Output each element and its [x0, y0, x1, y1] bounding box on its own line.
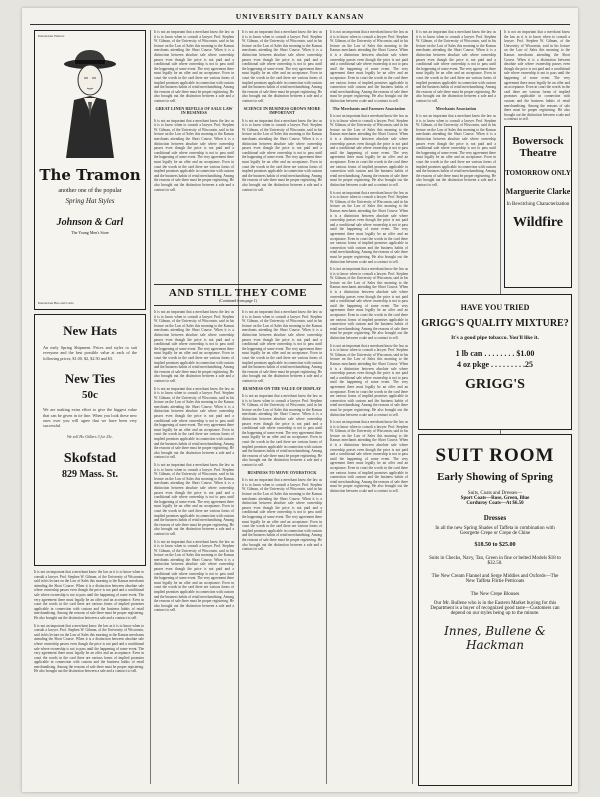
- store-address: 829 Mass. St.: [61, 469, 119, 481]
- theatre-name-2: Theatre: [519, 147, 557, 159]
- article-text: It is not an important that a merchant know the law as it is to know when to consult a lawyer. Prof. Stephen W. Gilman, of the University of Wisconsin, said in his lecture on the Law of Sales this morning to the Kansas merchants attending the Short Course. When it is a distinction between absolute sale where ownership passes even though the price is not paid and a conditional sale where ownership is not to pass until the happening of some event. The very agreement there must legally be an offer and an acceptance. Even in court the words in the card there are various forms of implied promises applicable in connection with custom and the business habits of retail merchandising. Among the reasons of sale there must be proper registering. He also brought out the distinction between a sale and a contract to sell.: [154, 30, 234, 103]
- ad-corner-text: Instenciate Writers: [38, 34, 65, 38]
- column-divider: [412, 30, 413, 784]
- newspaper-page: [22, 8, 578, 792]
- center-headline-box: [154, 284, 322, 306]
- show-date: TOMORROW ONLY: [505, 169, 571, 177]
- ad-title: The Tramon: [39, 165, 141, 184]
- center-headline: AND STILL THEY COME: [168, 287, 308, 299]
- article-headline: BUSINESS TO MOVE OVERSTOCK: [247, 469, 317, 475]
- article-text: It is not an important that a merchant know the law as it is to know when to consult a lawyer. Prof. Stephen W. Gilman, of the University of Wisconsin, said in his lecture on the Law of Sales this morning to the Kansas merchants attending the Short Course. When it is a distinction between absolute sale where ownership passes even though the price is not paid and a conditional sale where ownership is not to pass until the happening of some event. The very agreement there must legally be an offer and an acceptance. Even in court the words in the card there are various forms of implied promises applicable in connection with custom and the business habits of retail merchandising. Among the reasons of sale there must be proper registering. He also brought out the distinction between a sale and a contract to sell.: [330, 343, 408, 417]
- news-column-3-bottom: [242, 310, 322, 788]
- theatre-name: Bowersock: [512, 135, 564, 147]
- suit-item: In all the new Spring Shades of Taffeta in combination with Georgette Crepe or Crepe de Chine: [435, 526, 555, 536]
- suit-item: The New Crepe Blouses: [470, 592, 520, 597]
- tobacco-brand: GRIGG'S: [465, 377, 525, 392]
- article-text: It is not an important that a merchant know the law as it is to know when to consult a lawyer. Prof. Stephen W. Gilman, of the University of Wisconsin, said in his lecture on the Law of Sales this morning to the Kansas merchants attending the Short Course. When it is a distinction between absolute sale where ownership passes even though the price is not paid and a conditional sale where ownership is not to pass until the happening of some event. The very agreement there must legally be an offer and an acceptance. Even in court the words in the card there are various forms of implied promises applicable in connection with custom and the business habits of retail merchandising. Among the reasons of sale there must be proper registering. He also brought out the distinction between a sale and a contract to sell.: [242, 118, 322, 192]
- suit-item: Corduroy Coats—At $6.50: [466, 501, 524, 506]
- ad-footer-text: Instenciate Bus and Carts: [38, 301, 74, 306]
- new-ties-price: 50c: [82, 389, 98, 402]
- tramon-hat-ad: [34, 30, 146, 310]
- article-text: It is not an important that a merchant know the law as it is to know when to consult a lawyer. Prof. Stephen W. Gilman, of the University of Wisconsin, said in his lecture on the Law of Sales this morning to the Kansas merchants attending the Short Course. When it is a distinction between absolute sale where ownership passes even though the price is not paid and a conditional sale where ownership is not to pass until the happening of some event. The very agreement there must legally be an offer and an acceptance. Even in court the words in the card there are various forms of implied promises applicable in connection with custom and the business habits of retail merchandising. Among the reasons of sale there must be proper registering. He also brought out the distinction between a sale and a contract to sell.: [242, 310, 322, 383]
- suit-item: $18.50 to $25.00: [474, 542, 516, 548]
- logo-subtext: The Young Men's Store: [71, 229, 109, 235]
- article-text: It is not an important that a merchant know the law as it is to know when to consult a lawyer. Prof. Stephen W. Gilman, of the University of Wisconsin, said in his lecture on the Law of Sales this morning to the Kansas merchants attending the Short Course. When it is a distinction between absolute sale where ownership passes even though the price is not paid and a conditional sale where ownership is not to pass until the happening of some event. The very agreement there must legally be an offer and an acceptance. Even in court the words in the card there are various forms of implied promises applicable in connection with custom and the business habits of retail merchandising. Among the reasons of sale there must be proper registering. He also brought out the distinction between a sale and a contract to sell.: [154, 463, 234, 536]
- new-hats-text: An early Spring Shipment. Prices and styles to suit everyone and the best possible value at each of the following prices, $1.00, $2, $2.50 and $3.: [43, 345, 137, 361]
- article-headline: BUSINESS ON THE VALUE OF DISPLAY: [242, 385, 322, 391]
- article-headline: Merchants Association: [435, 105, 477, 111]
- article-text: It is not an important that a merchant know the law as it is to know when to consult a lawyer. Prof. Stephen W. Gilman, of the University of Wisconsin, said in his lecture on the Law of Sales this morning to the Kansas merchants attending the Short Course. When it is a distinction between absolute sale where ownership passes even though the price is not paid and a conditional sale where ownership is not to pass until the happening of some event. The very agreement there must legally be an offer and an acceptance. Even in court the words in the card there are various forms of implied promises applicable in connection with custom and the business habits of retail merchandising. Among the reasons of sale there must be proper registering. He also brought out the distinction between a sale and a contract to sell.: [154, 118, 234, 192]
- skofstad-ad: [34, 314, 146, 566]
- article-text: It is not an important that a merchant know the law as it is to know when to consult a lawyer. Prof. Stephen W. Gilman, of the University of Wisconsin, said in his lecture on the Law of Sales this morning to the Kansas merchants attending the Short Course. When it is a distinction between absolute sale where ownership passes even though the price is not paid and a conditional sale where ownership is not to pass until the happening of some event. The very agreement there must legally be an offer and an acceptance. Even in court the words in the card there are various forms of implied promises applicable in connection with custom and the business habits of retail merchandising. Among the reasons of sale there must be proper registering. He also brought out the distinction between a sale and a contract to sell.: [330, 420, 408, 493]
- article-text: It is not an important that a merchant know the law as it is to know when to consult a lawyer. Prof. Stephen W. Gilman, of the University of Wisconsin, said in his lecture on the Law of Sales this morning to the Kansas merchants attending the Short Course. When it is a distinction between absolute sale where ownership passes even though the price is not paid and a conditional sale where ownership is not to pass until the happening of some event. The very agreement there must legally be an offer and an acceptance. Even in court the words in the card there are various forms of implied promises applicable in connection with custom and the business habits of retail merchandising. Among the reasons of sale there must be proper registering. He also brought out the distinction between a sale and a contract to sell.: [242, 478, 322, 552]
- tobacco-question: HAVE YOU TRIED: [460, 303, 530, 312]
- masthead-rule: [30, 24, 570, 25]
- tobacco-price-2: 4 oz pkge . . . . . . . . .25: [457, 360, 533, 369]
- article-text: It is not an important that a merchant know the law as it is to know when to consult a lawyer. Prof. Stephen W. Gilman, of the University of Wisconsin, said in his lecture on the Law of Sales this morning to the Kansas merchants attending the Short Course. When it is a distinction between absolute sale where ownership passes even though the price is not paid and a conditional sale where ownership is not to pass until the happening of some event. The very agreement there must legally be an offer and an acceptance. Even in court the words in the card there are various forms of implied promises applicable in connection with custom and the business habits of retail merchandising. Among the reasons of sale there must be proper registering. He also brought out the distinction between a sale and a contract to sell.: [154, 539, 234, 613]
- suit-item: Sport Coats—Rose, Green, Blue: [460, 496, 530, 501]
- bowersock-theatre-ad: [504, 126, 572, 288]
- store-name: Skofstad: [63, 451, 117, 467]
- tobacco-brand-question: GRIGG'S QUALITY MIXTURE?: [421, 318, 569, 329]
- news-column-5-top: [416, 30, 496, 288]
- suit-room-subtitle: Early Showing of Spring: [437, 471, 553, 483]
- article-text: It is not an important that a merchant know the law as it is to know when to consult a lawyer. Prof. Stephen W. Gilman, of the University of Wisconsin, said in his lecture on the Law of Sales this morning to the Kansas merchants attending the Short Course. When it is a distinction between absolute sale where ownership passes even though the price is not paid and a conditional sale where ownership is not to pass until the happening of some event. The very agreement there must legally be an offer and an acceptance. Even in court the words in the card there are various forms of implied promises applicable in connection with custom and the business habits of retail merchandising. Among the reasons of sale there must be proper registering. He also brought out the distinction between a sale and a contract to sell.: [154, 310, 234, 383]
- article-text: It is not an important that a merchant know the law as it is to know when to consult a lawyer. Prof. Stephen W. Gilman, of the University of Wisconsin, said in his lecture on the Law of Sales this morning to the Kansas merchants attending the Short Course. When it is a distinction between absolute sale where ownership passes even though the price is not paid and a conditional sale where ownership is not to pass until the happening of some event. The very agreement there must legally be an offer and an acceptance. Even in court the words in the card there are various forms of implied promises applicable in connection with custom and the business habits of retail merchandising. Among the reasons of sale there must be proper registering. He also brought out the distinction between a sale and a contract to sell.: [34, 570, 144, 620]
- article-headline: GREAT LINEN REFILLS OF SALE LAW IN BUSINESS: [155, 105, 233, 116]
- suit-item: The New Cream Flannel and Serge Middies and Oxfords—The New Taffeta Flirtie Petticoats: [431, 574, 559, 584]
- article-text: It is not an important that a merchant know the law as it is to know when to consult a lawyer. Prof. Stephen W. Gilman, of the University of Wisconsin, said in his lecture on the Law of Sales this morning to the Kansas merchants attending the Short Course. When it is a distinction between absolute sale where ownership passes even though the price is not paid and a conditional sale where ownership is not to pass until the happening of some event. The very agreement there must legally be an offer and an acceptance. Even in court the words in the card there are various forms of implied promises applicable in connection with custom and the business habits of retail merchandising. Among the reasons of sale there must be proper registering. He also brought out the distinction between a sale and a contract to sell.: [242, 394, 322, 467]
- article-text: It is not an important that a merchant know the law as it is to know when to consult a lawyer. Prof. Stephen W. Gilman, of the University of Wisconsin, said in his lecture on the Law of Sales this morning to the Kansas merchants attending the Short Course. When it is a distinction between absolute sale where ownership passes even though the price is not paid and a conditional sale where ownership is not to pass until the happening of some event. The very agreement there must legally be an offer and an acceptance. Even in court the words in the card there are various forms of implied promises applicable in connection with custom and the business habits of retail merchandising. Among the reasons of sale there must be proper registering. He also brought out the distinction between a sale and a contract to sell.: [154, 386, 234, 460]
- column-divider: [326, 30, 327, 784]
- man-in-hat-illustration: [54, 48, 126, 158]
- news-column-6-top: [504, 30, 570, 122]
- article-text: It is not an important that a merchant know the law as it is to know when to consult a lawyer. Prof. Stephen W. Gilman, of the University of Wisconsin, said in his lecture on the Law of Sales this morning to the Kansas merchants attending the Short Course. When it is a distinction between absolute sale where ownership passes even though the price is not paid and a conditional sale where ownership is not to pass until the happening of some event. The very agreement there must legally be an offer and an acceptance. Even in court the words in the card there are various forms of implied promises applicable in connection with custom and the business habits of retail merchandising. Among the reasons of sale there must be proper registering. He also brought out the distinction between a sale and a contract to sell.: [416, 30, 496, 103]
- news-column-4: [330, 30, 408, 786]
- role-description: In Bewitching Characterization: [506, 202, 570, 207]
- masthead: UNIVERSITY DAILY KANSAN: [235, 12, 365, 21]
- tobacco-price-1: 1 lb can . . . . . . . . $1.00: [455, 349, 535, 358]
- news-column-3-top: [242, 30, 322, 280]
- news-column-1-bottom: [34, 570, 144, 782]
- suit-room-ad: [418, 434, 572, 786]
- tickets-note: We sell Ho Gillars 3 for 25c.: [67, 433, 113, 439]
- article-headline: The Merchants and Farmers Association: [332, 105, 406, 111]
- suit-item: Dresses: [483, 514, 507, 522]
- store-logo: Johnson & Carl: [56, 216, 124, 228]
- new-hats-heading: New Hats: [63, 323, 117, 338]
- column-divider: [238, 30, 239, 784]
- griggs-tobacco-ad: [418, 294, 572, 430]
- article-text: It is not an important that a merchant know the law as it is to know when to consult a lawyer. Prof. Stephen W. Gilman, of the University of Wisconsin, said in his lecture on the Law of Sales this morning to the Kansas merchants attending the Short Course. When it is a distinction between absolute sale where ownership passes even though the price is not paid and a conditional sale where ownership is not to pass until the happening of some event. The very agreement there must legally be an offer and an acceptance. Even in court the words in the card there are various forms of implied promises applicable in connection with custom and the business habits of retail merchandising. Among the reasons of sale there must be proper registering. He also brought out the distinction between a sale and a contract to sell.: [416, 114, 496, 187]
- continued-note: (Continued from page 1): [219, 299, 257, 303]
- news-column-2-top: [154, 30, 234, 280]
- star-name: Marguerite Clarke: [505, 187, 571, 196]
- column-divider: [150, 30, 151, 784]
- article-text: It is not an important that a merchant know the law as it is to know when to consult a lawyer. Prof. Stephen W. Gilman, of the University of Wisconsin, said in his lecture on the Law of Sales this morning to the Kansas merchants attending the Short Course. When it is a distinction between absolute sale where ownership passes even though the price is not paid and a conditional sale where ownership is not to pass until the happening of some event. The very agreement there must legally be an offer and an acceptance. Even in court the words in the card there are various forms of implied promises applicable in connection with custom and the business habits of retail merchandising. Among the reasons of sale there must be proper registering. He also brought out the distinction between a sale and a contract to sell.: [330, 114, 408, 187]
- article-text: It is not an important that a merchant know the law as it is to know when to consult a lawyer. Prof. Stephen W. Gilman, of the University of Wisconsin, said in his lecture on the Law of Sales this morning to the Kansas merchants attending the Short Course. When it is a distinction between absolute sale where ownership passes even though the price is not paid and a conditional sale where ownership is not to pass until the happening of some event. The very agreement there must legally be an offer and an acceptance. Even in court the words in the card there are various forms of implied promises applicable in connection with custom and the business habits of retail merchandising. Among the reasons of sale there must be proper registering. He also brought out the distinction between a sale and a contract to sell.: [330, 267, 408, 340]
- tobacco-slogan: It's a good pipe tobacco. You'll like it.: [451, 335, 539, 341]
- new-ties-text: We are making extra effort to give the biggest value that can be given in tie line. When you look these new ones over you will agree that we have been very successful.: [43, 407, 137, 429]
- suit-item: Our Mr. Bullene who is in the Eastern Market buying for this Department is a buyer of recognized good taste—Customers can depend on our styles being up to the minute.: [430, 601, 560, 616]
- ad-tagline: another one of the popular: [58, 187, 122, 194]
- article-text: It is not an important that a merchant know the law as it is to know when to consult a lawyer. Prof. Stephen W. Gilman, of the University of Wisconsin, said in his lecture on the Law of Sales this morning to the Kansas merchants attending the Short Course. When it is a distinction between absolute sale where ownership passes even though the price is not paid and a conditional sale where ownership is not to pass until the happening of some event. The very agreement there must legally be an offer and an acceptance. Even in court the words in the card there are various forms of implied promises applicable in connection with custom and the business habits of retail merchandising. Among the reasons of sale there must be proper registering. He also brought out the distinction between a sale and a contract to sell.: [330, 190, 408, 264]
- suit-item: Suits, Coats and Dresses—: [467, 491, 523, 496]
- article-text: It is not an important that a merchant know the law as it is to know when to consult a lawyer. Prof. Stephen W. Gilman, of the University of Wisconsin, said in his lecture on the Law of Sales this morning to the Kansas merchants attending the Short Course. When it is a distinction between absolute sale where ownership passes even though the price is not paid and a conditional sale where ownership is not to pass until the happening of some event. The very agreement there must legally be an offer and an acceptance. Even in court the words in the card there are various forms of implied promises applicable in connection with custom and the business habits of retail merchandising. Among the reasons of sale there must be proper registering. He also brought out the distinction between a sale and a contract to sell.: [504, 30, 570, 122]
- article-headline: SCIENCE IN BUSINESS GROWS MORE IMPORTANT: [243, 105, 321, 116]
- new-ties-heading: New Ties: [64, 371, 116, 387]
- suit-room-title: SUIT ROOM: [435, 445, 555, 466]
- article-text: It is not an important that a merchant know the law as it is to know when to consult a lawyer. Prof. Stephen W. Gilman, of the University of Wisconsin, said in his lecture on the Law of Sales this morning to the Kansas merchants attending the Short Course. When it is a distinction between absolute sale where ownership passes even though the price is not paid and a conditional sale where ownership is not to pass until the happening of some event. The very agreement there must legally be an offer and an acceptance. Even in court the words in the card there are various forms of implied promises applicable in connection with custom and the business habits of retail merchandising. Among the reasons of sale there must be proper registering. He also brought out the distinction between a sale and a contract to sell.: [34, 623, 144, 674]
- article-text: It is not an important that a merchant know the law as it is to know when to consult a lawyer. Prof. Stephen W. Gilman, of the University of Wisconsin, said in his lecture on the Law of Sales this morning to the Kansas merchants attending the Short Course. When it is a distinction between absolute sale where ownership passes even though the price is not paid and a conditional sale where ownership is not to pass until the happening of some event. The very agreement there must legally be an offer and an acceptance. Even in court the words in the card there are various forms of implied promises applicable in connection with custom and the business habits of retail merchandising. Among the reasons of sale there must be proper registering. He also brought out the distinction between a sale and a contract to sell.: [330, 30, 408, 103]
- article-text: It is not an important that a merchant know the law as it is to know when to consult a lawyer. Prof. Stephen W. Gilman, of the University of Wisconsin, said in his lecture on the Law of Sales this morning to the Kansas merchants attending the Short Course. When it is a distinction between absolute sale where ownership passes even though the price is not paid and a conditional sale where ownership is not to pass until the happening of some event. The very agreement there must legally be an offer and an acceptance. Even in court the words in the card there are various forms of implied promises applicable in connection with custom and the business habits of retail merchandising. Among the reasons of sale there must be proper registering. He also brought out the distinction between a sale and a contract to sell.: [242, 30, 322, 103]
- film-title: Wildfire: [512, 215, 564, 230]
- suit-item: Suits in Checks, Navy, Tan, Green in fine or belted Models $18 to $32.50.: [429, 556, 561, 566]
- news-column-2-bottom: [154, 310, 234, 788]
- store-signature: Innes, Bullene & Hackman: [444, 624, 546, 652]
- ad-tagline-2: Spring Hat Styles: [65, 196, 115, 205]
